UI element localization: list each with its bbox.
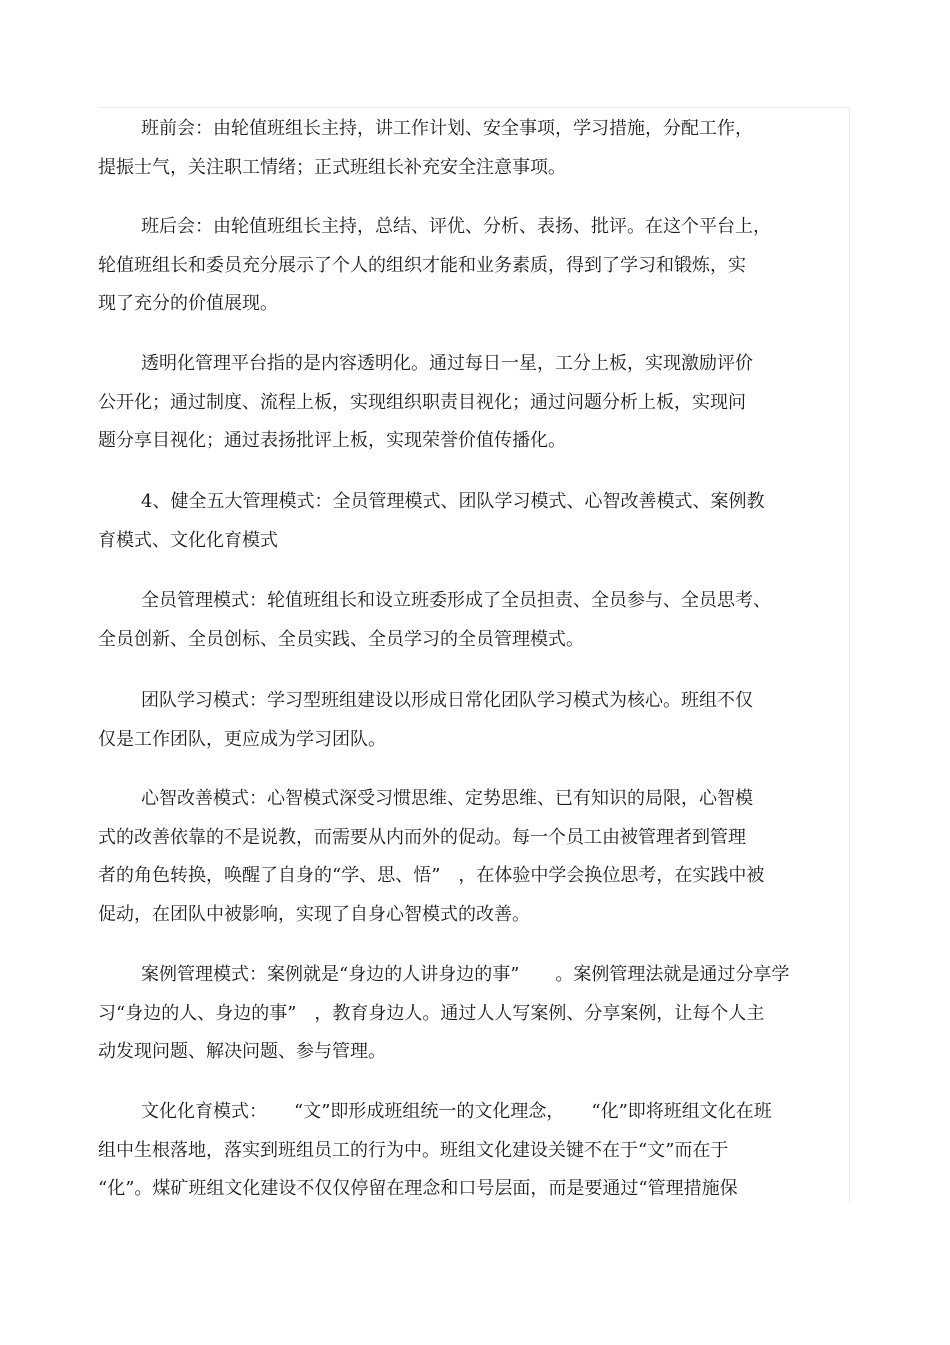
text-line: 动发现问题、解决问题、参与管理。 (98, 1041, 386, 1063)
text-line: 育模式、文化化育模式 (98, 529, 278, 551)
text-line: 全员创新、全员创标、全员实践、全员学习的全员管理模式。 (98, 628, 584, 650)
text-line: 轮值班组长和委员充分展示了个人的组织才能和业务素质，得到了学习和锻炼，实 (98, 254, 746, 276)
text-line: 班后会：由轮值班组长主持，总结、评优、分析、表扬、批评。在这个平台上， (141, 216, 771, 237)
text-line: 促动，在团队中被影响，实现了自身心智模式的改善。 (98, 903, 530, 925)
paragraph-mind-improvement-mode (98, 780, 838, 934)
text-line: “化”。煤矿班组文化建设不仅仅停留在理念和口号层面，而是要通过“管理措施保 (98, 1178, 738, 1200)
paragraph-post-shift-meeting (98, 208, 838, 324)
text-line: 全员管理模式：轮值班组长和设立班委形成了全员担责、全员参与、全员思考、 (141, 590, 771, 611)
text-line: 组中生根落地，落实到班组员工的行为中。班组文化建设关键不在于“文”而在于 (98, 1139, 729, 1161)
text-line: 习“身边的人、身边的事” ，教育身边人。通过人人写案例、分享案例，让每个人主 (98, 1002, 765, 1024)
paragraph-pre-shift-meeting (98, 110, 838, 187)
text-line: 透明化管理平台指的是内容透明化。通过每日一星，工分上板，实现激励评价 (141, 353, 753, 374)
paragraph-five-modes-heading (98, 483, 838, 560)
text-line: 公开化；通过制度、流程上板，实现组织职责目视化；通过问题分析上板，实现问 (98, 391, 746, 413)
paragraph-culture-mode (98, 1093, 838, 1202)
text-line: 者的角色转换，唤醒了自身的“学、思、悟” ，在体验中学会换位思考，在实践中被 (98, 865, 765, 887)
text-line: 文化化育模式： “文”即形成班组统一的文化理念， “化”即将班组文化在班 (141, 1101, 772, 1122)
text-line: 案例管理模式：案例就是“身边的人讲身边的事” 。案例管理法就是通过分享学 (141, 964, 790, 985)
text-line: 4、健全五大管理模式：全员管理模式、团队学习模式、心智改善模式、案例教 (141, 491, 765, 512)
text-line: 心智改善模式：心智模式深受习惯思维、定势思维、已有知识的局限，心智模 (141, 788, 753, 809)
text-line: 提振士气，关注职工情绪；正式班组长补充安全注意事项。 (98, 156, 566, 178)
paragraph-full-staff-mode (98, 582, 838, 659)
paragraph-case-management-mode (98, 956, 838, 1072)
paragraph-team-learning-mode (98, 682, 838, 759)
text-line: 仅是工作团队，更应成为学习团队。 (98, 728, 386, 750)
content-frame (98, 107, 850, 1202)
text-line: 团队学习模式：学习型班组建设以形成日常化团队学习模式为核心。班组不仅 (141, 690, 753, 711)
text-line: 式的改善依靠的不是说教，而需要从内而外的促动。每一个员工由被管理者到管理 (98, 826, 746, 848)
text-line: 题分享目视化；通过表扬批评上板，实现荣誉价值传播化。 (98, 430, 566, 452)
text-line: 班前会：由轮值班组长主持，讲工作计划、安全事项，学习措施，分配工作， (141, 118, 753, 139)
text-line: 现了充分的价值展现。 (98, 293, 278, 315)
paragraph-transparent-management (98, 345, 838, 461)
